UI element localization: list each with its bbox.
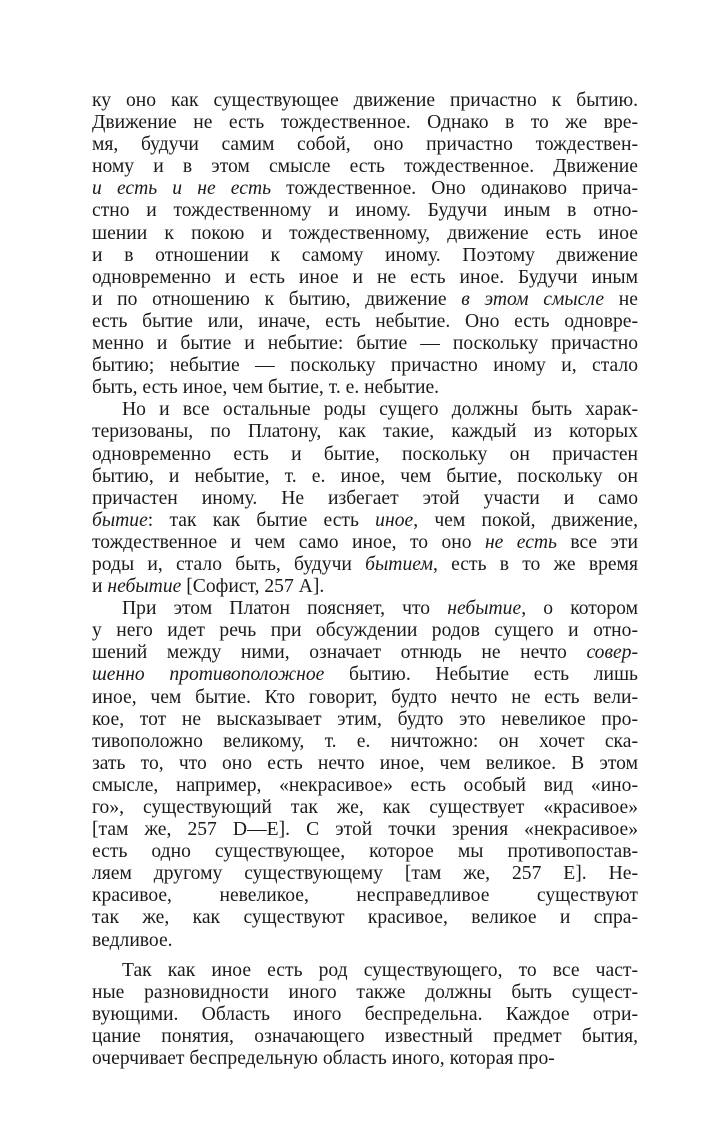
text-line [92,620,638,642]
text-span: причастен иному. Не избегает этой участи и само [92,487,638,509]
text-line [92,687,638,709]
text-span: быть, есть иное, чем бытие, т. е. небытие. [92,377,440,399]
text-span: не [604,288,638,310]
text-span: вующими. Область иного беспредельна. Каждое отри- [92,1003,638,1025]
text-span: го», существующий так же, как существует «красивое» [92,797,638,818]
text-span: , есть в то же время [432,553,638,575]
text-span: бытию. Небытие есть лишь [324,664,638,686]
italic-text: шенно противоположное [92,664,325,686]
text-line [92,819,638,841]
text-line [92,333,638,355]
text-span: шений между ними, означает отнюдь не нечто [92,642,587,664]
text-line [92,289,638,311]
text-span: тождественное. Оно одинаково прича- [271,178,638,200]
text-span: ному и в этом смысле есть тождественное. Движение [92,156,638,178]
italic-text: и есть и не есть [92,178,272,200]
text-span: Так как иное есть род существующего, то все част- [122,959,638,981]
text-line [92,399,638,421]
italic-text: не есть [484,531,557,553]
text-span: все эти [556,531,638,553]
text-line [92,863,638,885]
text-span: стно и тождественному и иному. Будучи иным в отно- [92,200,638,222]
text-line [92,709,638,731]
text-span: [Софист, 257 A]. [181,576,325,598]
text-span: зать то, что оно есть нечто иное, чем великое. В этом [92,752,638,774]
text-line [92,267,638,289]
text-span: так же, как существуют красивое, великое и спра- [92,907,638,929]
text-line [92,1026,638,1048]
text-line [92,885,638,907]
paragraph-4 [92,960,638,1070]
text-span: ведливое. [92,929,173,951]
text-span: менно и бытие и небытие: бытие — поскольку причастно [92,333,638,355]
text-line [92,377,638,399]
text-line [92,982,638,1004]
text-span: , чем покой, движение, [413,509,638,531]
text-line [92,488,638,510]
text-span: одновременно и есть иное и не есть иное. Будучи иным [92,266,638,288]
italic-text: в этом смысле [461,288,605,310]
text-line [92,598,638,620]
text-line [92,421,638,443]
text-span: есть одно существующее, которое мы противопостав- [92,841,638,863]
text-line [92,466,638,488]
text-line [92,930,638,952]
text-line [92,554,638,576]
text-span: ку оно как существующее движение причастно к бытию. [92,90,638,111]
text-line [92,753,638,775]
text-line [92,1048,638,1070]
italic-text: бытием [365,553,433,575]
text-span: теризованы, по Платону, как такие, каждый из которых [92,421,638,443]
text-line [92,532,638,554]
italic-text: бытие [92,509,148,531]
paragraph-1 [92,90,638,399]
text-span: и в отношении к самому иному. Поэтому движение [92,244,638,266]
text-span: тождественное и чем само иное, то оно [92,531,485,553]
text-span: ляем другому существующему [там же, 257 E]. Не- [92,863,638,885]
italic-text: иное [375,509,414,531]
text-line [92,775,638,797]
text-span: очерчивает беспредельную область иного, которая про- [92,1048,555,1070]
text-span: и по отношению к бытию, движение [92,288,462,310]
text-line [92,90,638,112]
text-line [92,841,638,863]
book-page [92,90,638,1070]
text-line [92,510,638,532]
text-span: красивое, невеликое, несправедливое существуют [92,885,638,907]
italic-text: небытие [107,576,182,598]
text-line [92,355,638,377]
text-span: бытию; небытие — поскольку причастно иному и, стало [92,355,638,377]
text-line [92,245,638,267]
text-span: роды и, стало быть, будучи [92,553,366,575]
text-line [92,134,638,156]
text-line [92,200,638,222]
text-line [92,1004,638,1026]
text-line [92,223,638,245]
text-line [92,797,638,819]
text-span: бытию, и небытие, т. е. иное, чем бытие, поскольку он [92,465,638,487]
text-line [92,960,638,982]
text-span: есть бытие или, иначе, есть небытие. Оно есть одновре- [92,310,638,332]
text-line [92,642,638,664]
text-line [92,664,638,686]
text-span: смысле, например, «некрасивое» есть особый вид «ино- [92,774,638,796]
text-line [92,178,638,200]
text-span: одновременно есть и бытие, поскольку он причастен [92,443,638,465]
text-span: иное, чем бытие. Кто говорит, будто нечто не есть вели- [92,686,638,708]
text-line [92,907,638,929]
text-span: тивоположно великому, т. е. ничтожно: он хочет ска- [92,730,638,752]
text-line [92,311,638,333]
text-span: цание понятия, означающего известный предмет бытия, [92,1025,638,1047]
text-line [92,156,638,178]
text-span: кое, тот не высказывает этим, будто это невеликое про- [92,708,638,730]
text-span: Движение не есть тождественное. Однако в то же вре- [92,112,638,134]
text-span: : так как бытие есть [147,509,376,531]
text-span: [там же, 257 D—E]. С этой точки зрения «некрасивое» [92,819,638,841]
text-span: мя, будучи самим собой, оно причастно тождествен- [92,134,638,156]
text-line [92,444,638,466]
text-span: При этом Платон поясняет, что [122,598,448,620]
paragraph-2 [92,399,638,598]
text-span: Но и все остальные роды сущего должны быть харак- [122,399,638,421]
text-line [92,576,638,598]
text-span: , о котором [521,598,638,620]
text-span: у него идет речь при обсуждении родов сущего и отно- [92,620,638,642]
text-span: ные разновидности иного также должны быть сущест- [92,981,638,1003]
text-span: шении к покою и тождественному, движение есть иное [92,222,638,244]
text-line [92,731,638,753]
text-span: и [92,576,108,598]
text-line [92,112,638,134]
paragraph-3 [92,598,638,952]
italic-text: небытие [447,598,522,620]
italic-text: совер- [586,642,638,664]
